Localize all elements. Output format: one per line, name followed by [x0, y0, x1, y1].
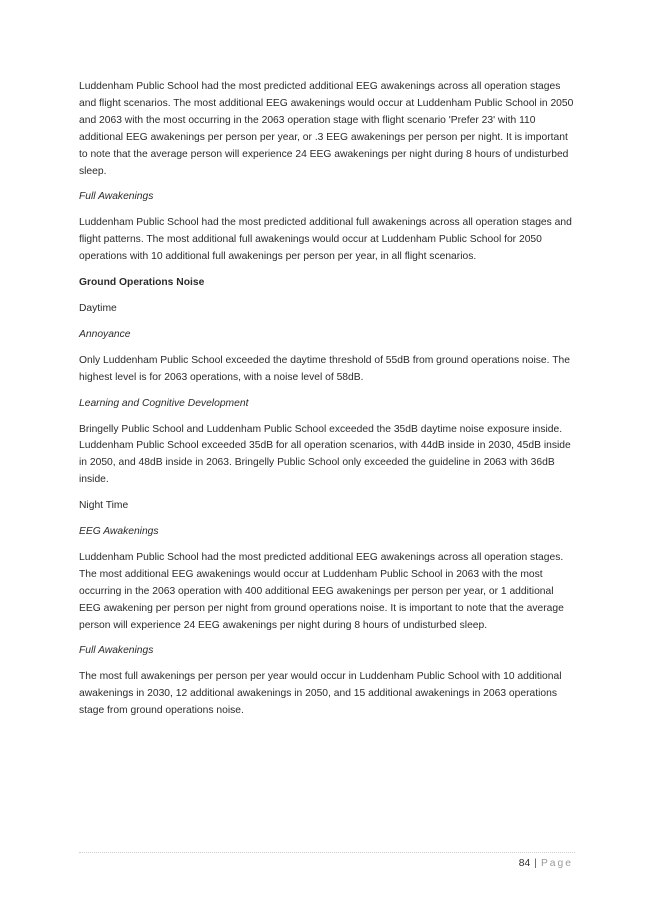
footer-separator: | [534, 858, 537, 869]
subheading-night-time: Night Time [79, 500, 129, 512]
paragraph-full-awakenings-ground: The most full awakenings per person per year would occur in Luddenham Public School with 10 additional awakenings in 2030, 12 additional awakenings in 2050, and 15 additional awakenings in 2063 operations stage from ground operations noise. [79, 671, 562, 717]
paragraph-eeg-ground: Luddenham Public School had the most predicted additional EEG awakenings across all operation stages. The most additional EEG awakenings would occur at Luddenham Public School in 2063 with the most occurring in the 2063 operation with 400 additional EEG awakenings per person per year, or 1 additional EEG awakening per person per night from ground operations noise. It is important to note that the average person will experience 24 EEG awakenings per night during 8 hours of undisturbed sleep. [79, 551, 564, 631]
paragraph-annoyance: Only Luddenham Public School exceeded the daytime threshold of 55dB from ground operations noise. The highest level is for 2063 operations, with a noise level of 58dB. [79, 354, 570, 383]
paragraph-learning: Bringelly Public School and Luddenham Public School exceeded the 35dB daytime noise exposure inside. Luddenham Public School exceeded 35dB for all operation scenarios, with 44dB inside in 2030, 45dB inside in 2050, and 48dB inside in 2063. Bringelly Public School only exceeded the guideline in 2063 with 36dB inside. [79, 423, 571, 486]
paragraph-full-awakenings-flight: Luddenham Public School had the most predicted additional full awakenings across all operation stages and flight patterns. The most additional full awakenings would occur at Luddenham Public School for 2050 operations with 10 additional full awakenings per person per year, in all flight scenarios. [79, 217, 572, 263]
subheading-learning: Learning and Cognitive Development [79, 397, 249, 409]
subheading-full-awakenings-ground: Full Awakenings [79, 645, 154, 657]
subheading-annoyance: Annoyance [79, 328, 131, 340]
page-body [79, 79, 575, 720]
page-footer [519, 857, 573, 871]
subheading-full-awakenings-flight: Full Awakenings [79, 191, 154, 203]
footer-divider [79, 852, 575, 853]
page-number: 84 [518, 858, 531, 869]
paragraph-eeg-flight: Luddenham Public School had the most predicted additional EEG awakenings across all operation stages and flight scenarios. The most additional EEG awakenings would occur at Luddenham Public School in 2050 and 2063 with the most occurring in the 2063 operation stage with flight scenario 'Prefer 23' with 110 additional EEG awakenings per person per year, or .3 EEG awakenings per person per night. It is important to note that the average person will experience 24 EEG awakenings per night during 8 hours of undisturbed sleep. [79, 81, 574, 177]
heading-ground-operations-noise: Ground Operations Noise [79, 277, 205, 289]
page-label: Page [540, 858, 573, 869]
subheading-daytime: Daytime [79, 302, 117, 314]
subheading-eeg-awakenings: EEG Awakenings [79, 526, 159, 538]
